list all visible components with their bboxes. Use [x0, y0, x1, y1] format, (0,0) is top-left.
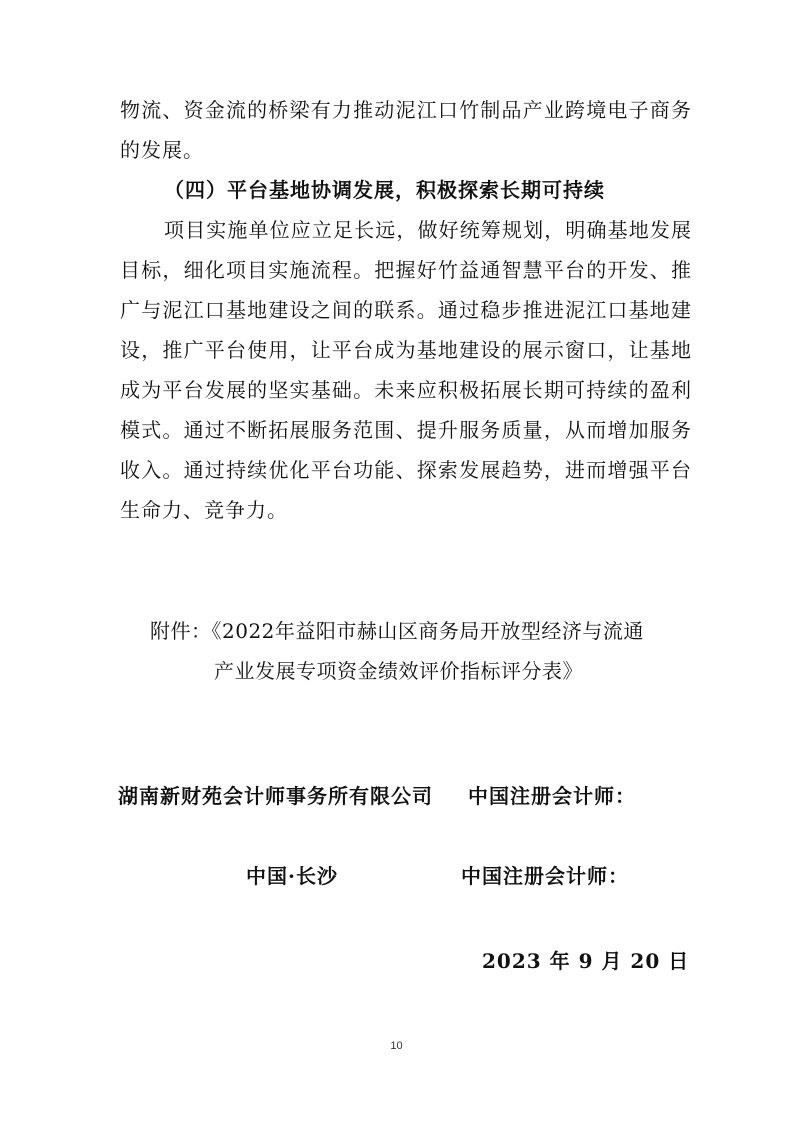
- paragraph-continuation: 物流、资金流的桥梁有力推动泥江口竹制品产业跨境电子商务的发展。: [120, 98, 692, 162]
- page-number: 10: [390, 1040, 403, 1052]
- section-heading: （四）平台基地协调发展，积极探索长期可持续: [164, 178, 605, 202]
- report-date: 2023 年 9 月 20 日: [482, 949, 690, 973]
- cpa-signature-label-2: 中国注册会计师：: [461, 864, 629, 888]
- paragraph-body: 项目实施单位应立足长远，做好统筹规划，明确基地发展目标，细化项目实施流程。把握好竹益通智慧平台的开发、推广与泥江口基地建设之间的联系。通过稳步推进泥江口基地建设，推广平台使用，让平台成为基地建设的展示窗口，让基地成为平台发展的坚实基础。未来应积极拓展长期可持续的盈利模式。通过不断拓展服务范围、提升服务质量，从而增加服务收入。通过持续优化平台功能、探索发展趋势，进而增强平台生命力、竞争力。: [120, 218, 692, 522]
- firm-location: 中国·长沙: [246, 864, 338, 888]
- cpa-signature-label-1: 中国注册会计师：: [468, 784, 636, 808]
- firm-name: 湖南新财苑会计师事务所有限公司: [118, 784, 433, 808]
- attachment-line-1: 附件：《2022年益阳市赫山区商务局开放型经济与流通: [150, 619, 644, 643]
- attachment-line-2: 产业发展专项资金绩效评价指标评分表》: [214, 659, 583, 683]
